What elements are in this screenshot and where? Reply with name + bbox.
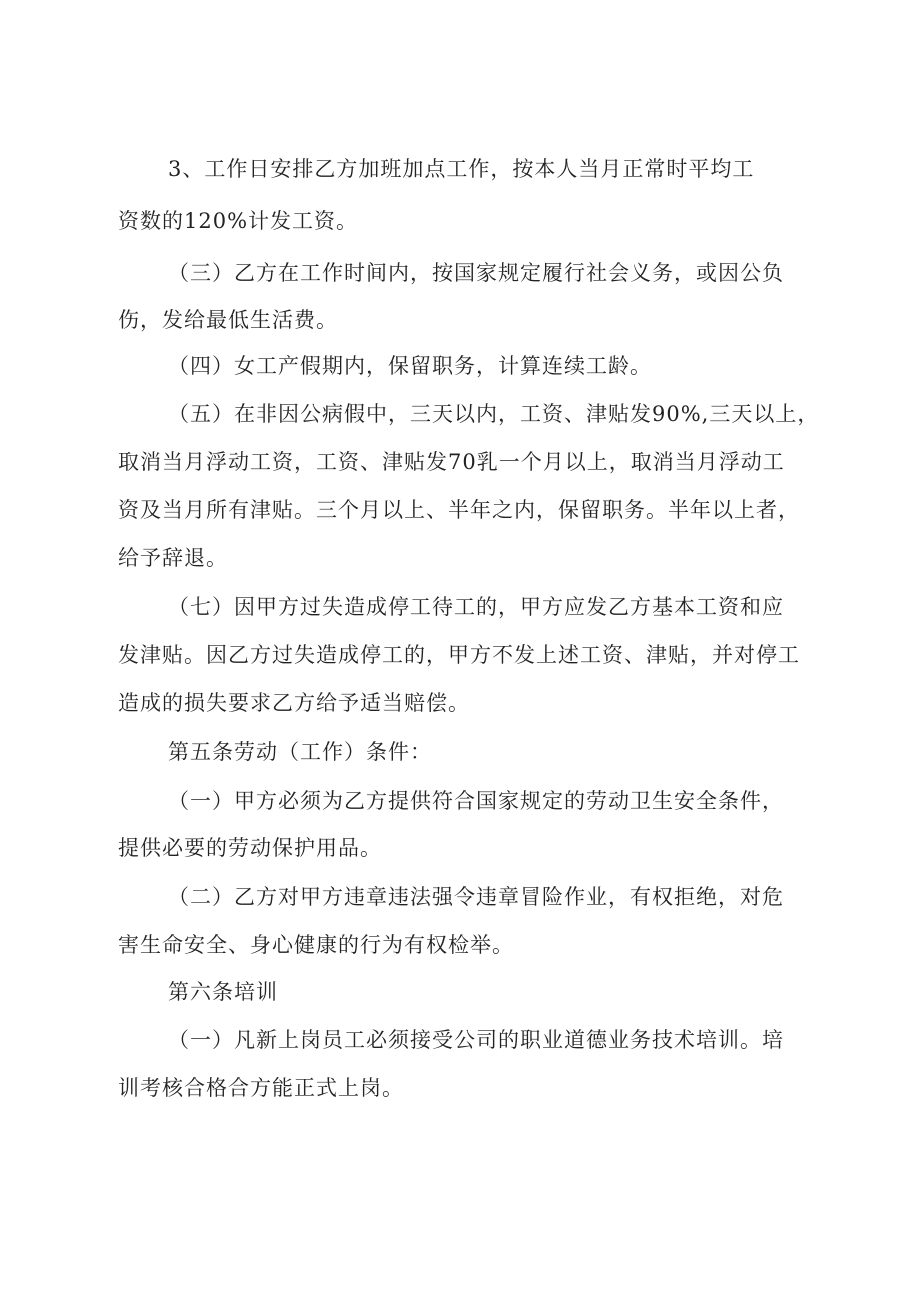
text-line: 提供必要的劳动保护用品。 <box>118 836 382 860</box>
text-line: 伤，发给最低生活费。 <box>118 308 338 332</box>
text-line: 发津贴。因乙方过失造成停工的，甲方不发上述工资、津贴，并对停工 <box>118 643 800 667</box>
text-line: 给予辞退。 <box>118 546 228 570</box>
text-line: （二）乙方对甲方违章违法强令违章冒险作业，有权拒绝，对危 <box>168 885 784 909</box>
text-line: 资数的120%计发工资。 <box>118 209 359 233</box>
text-line: （三）乙方在工作时间内，按国家规定履行社会义务，或因公负 <box>168 261 784 285</box>
text-line: （七）因甲方过失造成停工待工的，甲方应发乙方基本工资和应 <box>168 595 784 619</box>
section-heading: 第六条培训 <box>168 980 278 1004</box>
text-line: （五）在非因公病假中，三天以内，工资、津贴发90%,三天以上， <box>168 402 820 426</box>
text-line: 训考核合格合方能正式上岗。 <box>118 1076 404 1100</box>
text-line: （四）女工产假期内，保留职务，计算连续工龄。 <box>168 354 652 378</box>
text-line: 资及当月所有津贴。三个月以上、半年之内，保留职务。半年以上者， <box>118 498 800 522</box>
text-line: 取消当月浮动工资，工资、津贴发70乳一个月以上，取消当月浮动工 <box>118 450 785 474</box>
text-line: 造成的损失要求乙方给予适当赔偿。 <box>118 691 470 715</box>
text-line: （一）凡新上岗员工必须接受公司的职业道德业务技术培训。培 <box>168 1028 784 1052</box>
text-line: （一）甲方必须为乙方提供符合国家规定的劳动卫生安全条件， <box>168 789 784 813</box>
text-line: 害生命安全、身心健康的行为有权检举。 <box>118 933 514 957</box>
section-heading: 第五条劳动（工作）条件： <box>168 740 432 764</box>
text-line: 3、工作日安排乙方加班加点工作，按本人当月正常时平均工 <box>168 157 755 181</box>
